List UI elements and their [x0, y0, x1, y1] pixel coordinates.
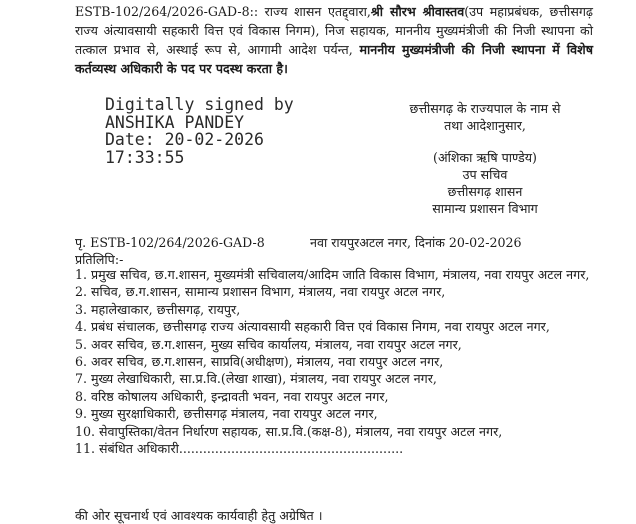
signatory-name: (अंशिका ऋषि पाण्डेय)	[433, 150, 537, 165]
list-item: 3. महालेखाकार, छत्तीसगढ़, रायपुर,	[75, 301, 241, 317]
signatory-dept-2: सामान्य प्रशासन विभाग	[432, 201, 538, 216]
signatory-dept-1: छत्तीसगढ़ शासन	[447, 184, 523, 199]
endorsement-place-date: नवा रायपुरअटल नगर, दिनांक 20-02-2026	[310, 235, 522, 250]
list-item: 10. सेवापुस्तिका/वेतन निर्धारण सहायक, सा.प्र.वि.(कक्ष-8), मंत्रालय, नवा रायपुर अटल नगर,	[75, 423, 503, 439]
list-item: 2. सचिव, छ.ग.शासन, सामान्य प्रशासन विभाग, मंत्रालय, नवा रायपुर अटल नगर,	[75, 284, 446, 300]
signatory-block	[355, 149, 615, 217]
list-item: 7. मुख्य लेखाधिकारी, सा.प्र.वि.(लेखा शाखा), मंत्रालय, नवा रायपुर अटल नगर,	[75, 371, 437, 387]
digital-signature-stamp	[105, 96, 335, 166]
signature-date: Date: 20-02-2026	[105, 130, 264, 149]
order-paragraph	[75, 2, 593, 78]
list-item: 11. संबंधित अधिकारी........................................................	[75, 441, 404, 457]
list-item: 8. वरिष्ठ कोषालय अधिकारी, इन्द्रावती भवन, नवा रायपुर अटल नगर,	[75, 388, 389, 404]
copy-to-label: प्रतिलिपि:-	[75, 252, 124, 267]
list-item: 6. अवर सचिव, छ.ग.शासन, साप्रवि(अधीक्षण), मंत्रालय, नवा रायपुर अटल नगर,	[75, 354, 444, 370]
authority-line-2: तथा आदेशानुसार,	[444, 118, 526, 133]
endorsement-line	[75, 234, 615, 251]
list-item: 1. प्रमुख सचिव, छ.ग.शासन, मुख्यमंत्री सचिवालय/आदिम जाति विकास विभाग, मंत्रालय, नवा रायपुर अटल नगर,	[75, 267, 590, 282]
officer-name: श्री सौरभ श्रीवास्तव	[370, 4, 465, 19]
recipient-list	[75, 266, 595, 457]
endorsement-ref-no: पृ. ESTB-102/264/2026-GAD-8	[75, 235, 265, 250]
list-item: 4. प्रबंध संचालक, छत्तीसगढ़ राज्य अंत्यावसायी सहकारी वित्त एवं विकास निगम, नवा रायपुर अटल नगर,	[75, 319, 550, 335]
signature-time: 17:33:55	[105, 147, 185, 167]
list-item: 5. अवर सचिव, छ.ग.शासन, मुख्य सचिव कार्यालय, मंत्रालय, नवा रायपुर अटल नगर,	[75, 336, 462, 352]
signatory-designation: उप सचिव	[462, 167, 508, 182]
forwarding-note: की ओर सूचनार्थ एवं आवश्यक कार्यवाही हेतु अग्रेषित ।	[75, 508, 323, 523]
order-posting-text: माननीय मुख्यमंत्रीजी की निजी स्थापना में विशेष कर्तव्यस्थ अधिकारी के पद पर पदस्थ करता है।	[75, 42, 593, 76]
signature-line-1: Digitally signed by	[105, 95, 294, 114]
list-item: 9. मुख्य सुरक्षाधिकारी, छत्तीसगढ़ मंत्रालय, नवा रायपुर अटल नगर,	[75, 406, 378, 422]
authority-block	[355, 100, 615, 134]
authority-line-1: छत्तीसगढ़ के राज्यपाल के नाम से	[409, 101, 561, 116]
signature-signer-name: ANSHIKA PANDEY	[105, 112, 245, 132]
order-body-text: (उप महाप्रबंधक, छत्तीसगढ़ राज्य अंत्यावसायी सहकारी वित्त एवं विकास निगम), निज सहायक, माननीय मुख्यमंत्रीजी की निजी स्थापना को तत्काल प्रभाव से, अस्थाई रूप से, आगामी आदेश पर्यन्त,	[75, 4, 594, 57]
order-reference-text: ESTB-102/264/2026-GAD-8:: राज्य शासन एतद्द्वारा,	[75, 4, 371, 19]
